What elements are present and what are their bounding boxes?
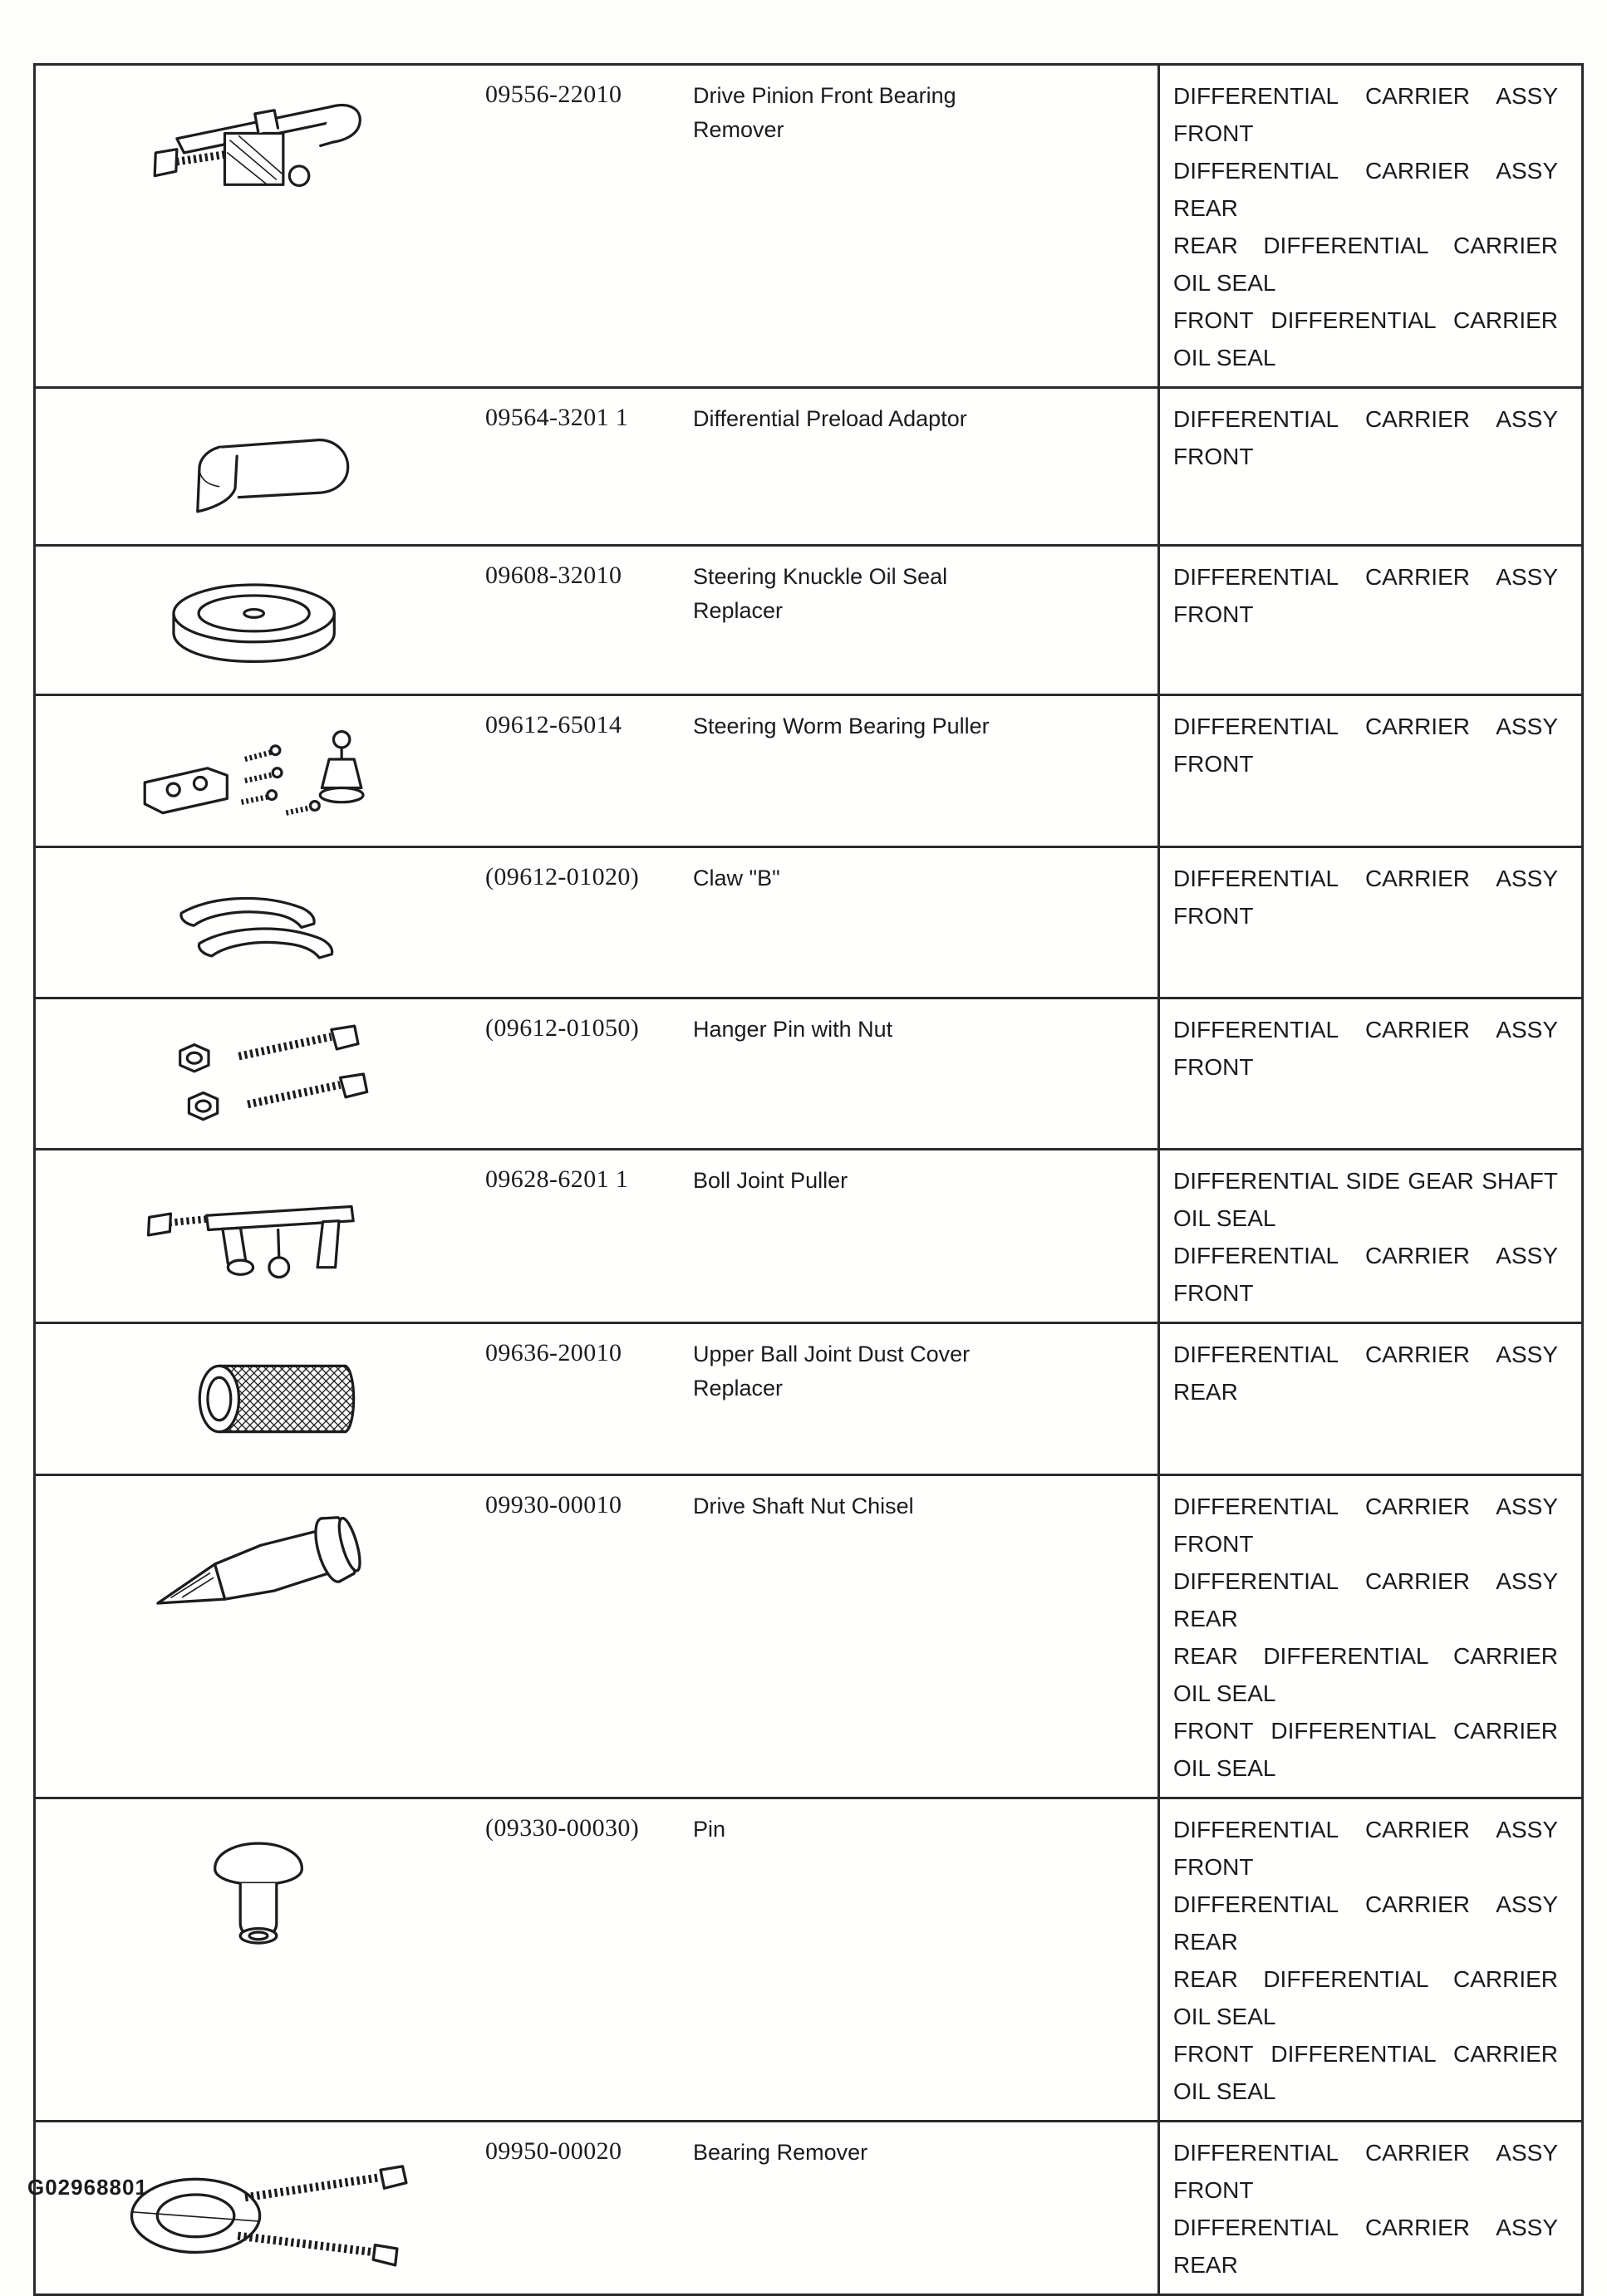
table-row (33, 63, 1584, 389)
sst-tool-table (33, 63, 1584, 2296)
tool-name: Steering Knuckle Oil Seal Replacer (693, 564, 948, 623)
application-item: REAR DIFFERENTIAL CARRIER OIL SEAL (1173, 1966, 1558, 2029)
part-number: (09330-00030) (485, 1814, 640, 1842)
tool-applications (1157, 66, 1581, 386)
application-item: DIFFERENTIAL CARRIER ASSY FRONT (1173, 1017, 1558, 1080)
tool-name: Drive Shaft Nut Chisel (693, 1494, 914, 1518)
application-item: DIFFERENTIAL CARRIER ASSY FRONT (1173, 83, 1558, 146)
tool-name: Steering Worm Bearing Puller (693, 714, 990, 738)
tool-applications (1157, 696, 1581, 846)
application-item: FRONT DIFFERENTIAL CARRIER OIL SEAL (1173, 1718, 1558, 1781)
tool-name: Pin (693, 1817, 726, 1842)
tool-applications (1157, 1476, 1581, 1797)
application-item: REAR DIFFERENTIAL CARRIER OIL SEAL (1173, 233, 1558, 296)
application-item: DIFFERENTIAL CARRIER ASSY FRONT (1173, 1243, 1558, 1306)
application-item: DIFFERENTIAL CARRIER ASSY FRONT (1173, 866, 1558, 929)
tool-name: Bearing Remover (693, 2140, 868, 2165)
tool-illustration-steering-worm-bearing-puller (36, 696, 480, 846)
table-row (33, 694, 1584, 848)
tool-applications (1157, 2122, 1581, 2294)
part-number: 09612-65014 (485, 711, 622, 738)
tool-applications (1157, 848, 1581, 997)
table-row (33, 1322, 1584, 1476)
application-item: DIFFERENTIAL CARRIER ASSY REAR (1173, 158, 1558, 221)
table-row (33, 1474, 1584, 1799)
application-item: DIFFERENTIAL CARRIER ASSY FRONT (1173, 1817, 1558, 1880)
part-number: 09628-6201 1 (485, 1165, 629, 1193)
tool-applications (1157, 1324, 1581, 1474)
part-number: 09564-3201 1 (485, 404, 629, 431)
application-item: REAR DIFFERENTIAL CARRIER OIL SEAL (1173, 1643, 1558, 1706)
table-row (33, 1148, 1584, 1324)
tool-name: Drive Pinion Front Bearing Remover (693, 83, 956, 142)
table-row (33, 1797, 1584, 2122)
tool-applications (1157, 547, 1581, 694)
application-item: DIFFERENTIAL CARRIER ASSY REAR (1173, 1568, 1558, 1631)
tool-name: Upper Ball Joint Dust Cover Replacer (693, 1342, 971, 1401)
application-item: DIFFERENTIAL CARRIER ASSY FRONT (1173, 1494, 1558, 1557)
tool-illustration-boll-joint-puller (36, 1150, 480, 1322)
tool-applications (1157, 1150, 1581, 1322)
table-row (33, 997, 1584, 1150)
tool-applications (1157, 389, 1581, 544)
application-item: DIFFERENTIAL SIDE GEAR SHAFT OIL SEAL (1173, 1168, 1558, 1231)
tool-name: Boll Joint Puller (693, 1168, 848, 1193)
tool-illustration-steering-knuckle-oil-seal-replacer (36, 547, 480, 694)
tool-illustration-upper-ball-joint-dust-cover-replacer (36, 1324, 480, 1474)
application-item: DIFFERENTIAL CARRIER ASSY REAR (1173, 1891, 1558, 1955)
tool-illustration-drive-pinion-front-bearing-remover (36, 66, 480, 386)
application-item: DIFFERENTIAL CARRIER ASSY FRONT (1173, 564, 1558, 627)
figure-code: G02968801 (27, 2175, 148, 2200)
table-row (33, 2120, 1584, 2296)
part-number: 09950-00020 (485, 2137, 622, 2165)
part-number: (09612-01050) (485, 1014, 640, 1042)
part-number: (09612-01020) (485, 863, 640, 890)
table-row (33, 386, 1584, 547)
tool-illustration-bearing-remover (36, 2122, 480, 2294)
application-item: DIFFERENTIAL CARRIER ASSY REAR (1173, 2215, 1558, 2278)
tool-name: Differential Preload Adaptor (693, 406, 967, 431)
part-number: 09556-22010 (485, 81, 622, 108)
part-number: 09608-32010 (485, 562, 622, 589)
application-item: DIFFERENTIAL CARRIER ASSY FRONT (1173, 406, 1558, 469)
tool-illustration-claw-b (36, 848, 480, 997)
tool-applications (1157, 1799, 1581, 2120)
tool-name: Claw "B" (693, 866, 780, 890)
part-number: 09636-20010 (485, 1339, 622, 1366)
table-row (33, 544, 1584, 696)
tool-illustration-differential-preload-adaptor (36, 389, 480, 544)
application-item: DIFFERENTIAL CARRIER ASSY FRONT (1173, 714, 1558, 777)
tool-illustration-pin (36, 1799, 480, 2120)
tool-illustration-hanger-pin-with-nut (36, 999, 480, 1148)
tool-name: Hanger Pin with Nut (693, 1017, 893, 1042)
table-row (33, 846, 1584, 999)
part-number: 09930-00010 (485, 1491, 622, 1518)
application-item: FRONT DIFFERENTIAL CARRIER OIL SEAL (1173, 307, 1558, 370)
tool-applications (1157, 999, 1581, 1148)
tool-illustration-drive-shaft-nut-chisel (36, 1476, 480, 1797)
application-item: DIFFERENTIAL CARRIER ASSY REAR (1173, 1342, 1558, 1405)
application-item: FRONT DIFFERENTIAL CARRIER OIL SEAL (1173, 2041, 1558, 2104)
application-item: DIFFERENTIAL CARRIER ASSY FRONT (1173, 2140, 1558, 2203)
